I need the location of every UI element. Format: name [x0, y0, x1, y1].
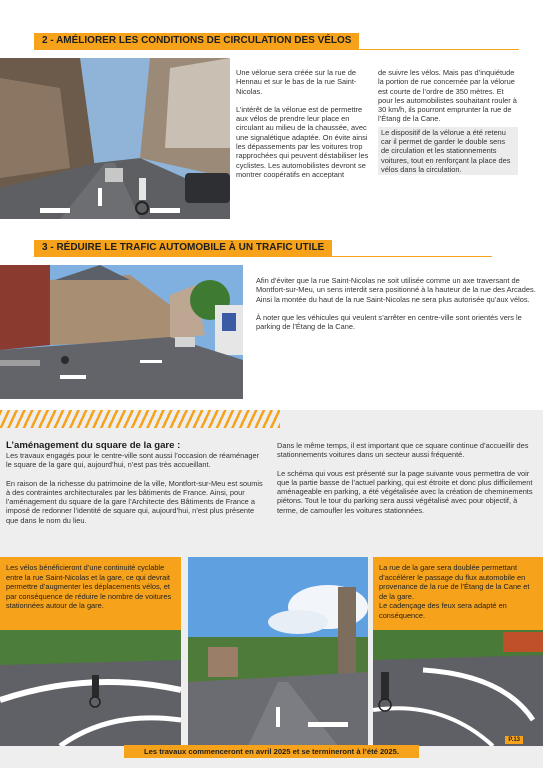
section-2-col2-p2: Le dispositif de la vélorue a été retenu car il permet de garder le double sens de circulation et les stationnements voitures, tout en renforçant la place des vélos dans la circulation.: [378, 127, 518, 175]
section-2-col1-p2: L’intérêt de la vélorue est de permettre aux vélos de prendre leur place en circulant au milieu de la chaussée, avec une signalétique adaptée. On évite ainsi les dépassements par les voitures trop rapprochées qui peuvent déstabiliser les cyclistes. Les automobilistes devront se montrer coopératifs en acceptant: [236, 104, 369, 179]
square-left-text: [6, 451, 266, 534]
roundabout-bike-photo: [0, 630, 181, 746]
section-3-p2: À noter que les véhicules qui veulent s’arrêter en centre-ville sont orientés vers le parking de l’Étang de la Cane.: [256, 312, 522, 332]
roundabout-station-photo: [373, 630, 543, 746]
square-heading: L’aménagement du square de la gare :: [6, 440, 181, 451]
square-right-p1: Dans le même temps, il est important que ce square continue d’accueillir des stationnements voitures dans un secteur aussi fréquenté.: [277, 441, 529, 460]
square-left-p2: En raison de la richesse du patrimoine de la ville, Montfort-sur-Meu est soumis à des contraintes architecturales par les bâtiments de France. Ainsi, pour l’aménagement du square de la gare l’Architecte des Bâtiments de France a imposé de redonner l’identité de square qui, aujourd’hui, n’est plus présente que dans le nom du lieu.: [6, 478, 263, 525]
square-left-p1: Les travaux engagés pour le centre-ville sont aussi l’occasion de réaménager le square de la gare qui, aujourd’hui, n’est pas très accueillant.: [6, 451, 260, 470]
square-right-text: [277, 441, 535, 524]
square-right-p2: Le schéma qui vous est présenté sur la page suivante vous permettra de voir que la partie basse de l’actuel parking, qui est étroite et donc plus difficilement aménageable en parking, a été végétalisée avec la création de cheminements piétons. Tout le tour du parking sera aussi végétalisé avec pour objectif, à terme, de camoufler les voitures stationnées.: [277, 468, 533, 515]
callout-left-text: Les vélos bénéficieront d’une continuité cyclable entre la rue Saint-Nicolas et la gare, ce qui devrait permettre d’augmenter les déplacements vélos, et par conséquence de réduire le nombre de voitures stationnées autour de la gare.: [6, 563, 172, 611]
velorue-street-photo: [0, 58, 230, 219]
saint-nicolas-street-photo: [0, 265, 243, 399]
hatch-decoration: [0, 410, 280, 428]
section-2-col1-p1: Une vélorue sera créée sur la rue de Hennau et sur le bas de la rue Saint-Nicolas.: [236, 68, 357, 96]
footer-banner: Les travaux commenceront en avril 2025 et se termineront à l’été 2025.: [124, 745, 419, 758]
callout-rue-de-la-gare: [373, 557, 543, 630]
section-2-title: 2 - AMÉLIORER LES CONDITIONS DE CIRCULATION DES VÉLOS: [34, 33, 359, 49]
section-2-col2-p1: de suivre les vélos. Mais pas d’inquiétude la portion de rue concernée par la vélorue est courte de l’ordre de 350 mètres. Et pour les automobilistes souhaitant rouler à 30 km/h, ils pourront emprunter la rue de l’Étang de la Cane.: [378, 68, 517, 124]
section-2-col2: [378, 68, 518, 184]
callout-right-p2: Le cadençage des feux sera adapté en conséquence.: [379, 601, 507, 620]
callout-cycling-continuity: [0, 557, 181, 630]
section-3-text: [256, 276, 536, 340]
rue-de-la-gare-photo: [188, 557, 368, 746]
section-3-p1: Afin d’éviter que la rue Saint-Nicolas ne soit utilisée comme un axe traversant de Montfort-sur-Meu, un sens interdit sera positionné à la hauteur de la rue des Arcades. Ainsi la montée du haut de la rue Saint-Nicolas ne sera plus autorisée qu’aux vélos.: [256, 276, 536, 304]
callout-right-p1: La rue de la gare sera doublée permettant d’accélérer le passage du flux automobile en provenance de la rue de l’Étang de la Cane et de la gare.: [379, 563, 530, 601]
page-number: P.13: [505, 736, 523, 744]
section-2-col1: [236, 68, 371, 188]
section-3-title: 3 - RÉDUIRE LE TRAFIC AUTOMOBILE À UN TRAFIC UTILE: [34, 240, 332, 256]
